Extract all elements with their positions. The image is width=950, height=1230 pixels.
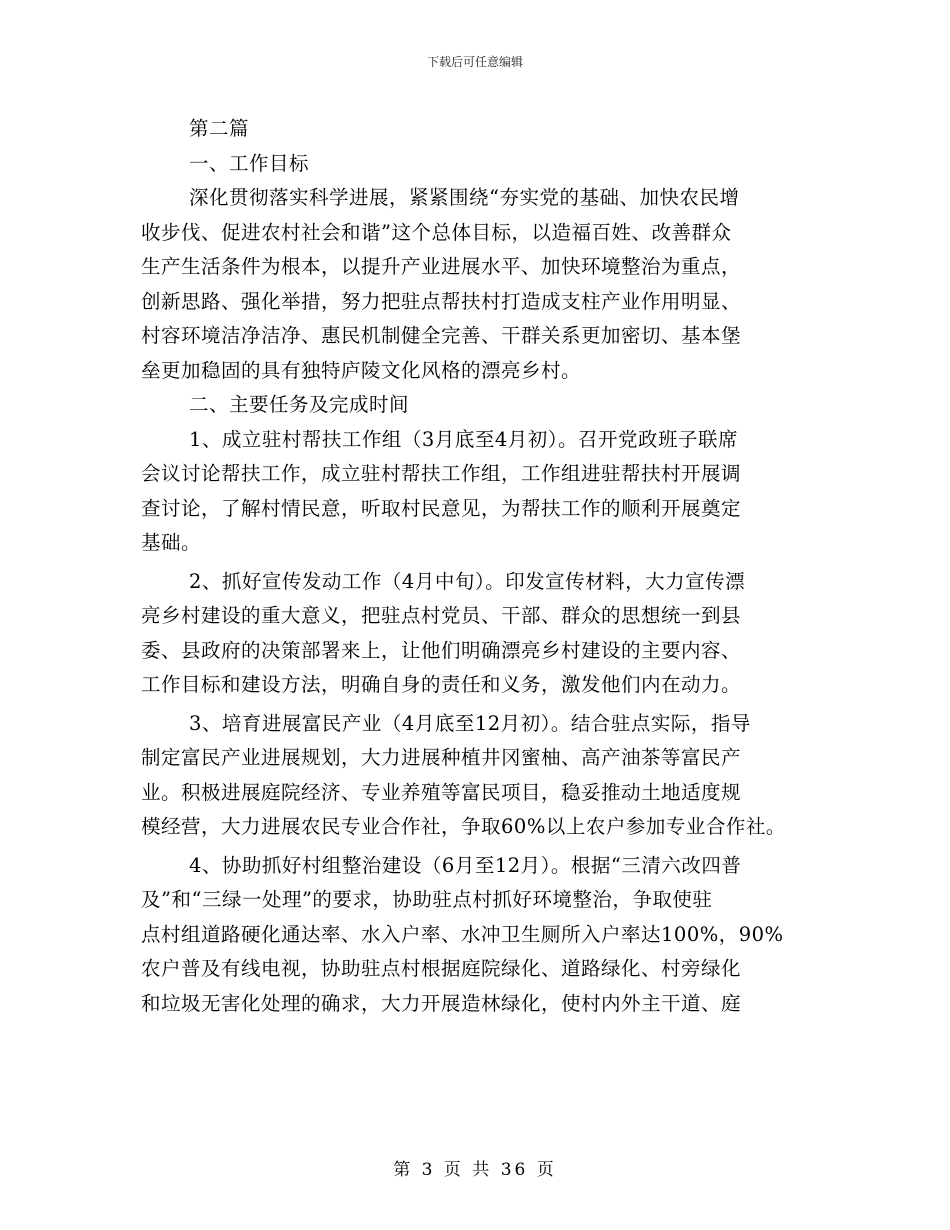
paragraph-line: 基础。 — [141, 531, 202, 554]
paragraph-line: 农户普及有线电视，协助驻点村根据庭院绿化、道路绿化、村旁绿化 — [141, 957, 742, 980]
paragraph-line: 和垃圾无害化处理的确求，大力开展造林绿化，使村内外主干道、庭 — [141, 991, 742, 1015]
paragraph-line: 深化贯彻落实科学进展，紧紧围绕“夯实党的基础、加快农民增 — [189, 186, 740, 209]
paragraph-line: 收步伐、促进农村社会和谐”这个总体目标，以造福百姓、改善群众 — [141, 220, 732, 244]
paragraph-line: 亮乡村建设的重大意义，把驻点村党员、干部、群众的思想统一到县 — [141, 604, 742, 627]
paragraph-line: 创新思路、强化举措，努力把驻点帮扶村打造成支柱产业作用明显、 — [141, 289, 742, 313]
paragraph-line: 会议讨论帮扶工作，成立驻村帮扶工作组，工作组进驻帮扶村开展调 — [141, 462, 742, 485]
paragraph-line: 模经营，大力进展农民专业合作社，争取60%以上农户参加专业合作社。 — [141, 815, 786, 838]
paragraph-line: 业。积极进展庭院经济、专业养殖等富民项目，稳妥推动土地适度规 — [141, 780, 742, 804]
paragraph-line: 及”和“三绿一处理”的要求，协助驻点村抓好环境整治，争取使驻 — [141, 888, 713, 911]
paragraph-line: 工作目标和建设方法，明确自身的责任和义务，激发他们内在动力。 — [141, 673, 742, 696]
paragraph-line: 委、县政府的决策部署来上，让他们明确漂亮乡村建设的主要内容、 — [141, 638, 742, 662]
paragraph-line: 1、成立驻村帮扶工作组（3月底至4月初）。召开党政班子联席 — [189, 427, 738, 451]
paragraph-line: 垒更加稳固的具有独特庐陵文化风格的漂亮乡村。 — [141, 358, 582, 382]
page-header: 下载后可任意编辑 — [426, 55, 523, 69]
paragraph-line: 查讨论，了解村情民意，听取村民意见，为帮扶工作的顺利开展奠定 — [141, 496, 742, 520]
page-number: 第 3 页 共 36 页 — [393, 1160, 557, 1180]
paragraph-line: 村容环境洁净洁净、惠民机制健全完善、干群关系更加密切、基本堡 — [141, 324, 742, 347]
section-title: 第二篇 — [189, 117, 250, 140]
document-body — [141, 112, 809, 1021]
paragraph-line: 生产生活条件为根本，以提升产业进展水平、加快环境整治为重点， — [141, 255, 742, 278]
paragraph-line: 3、培育进展富民产业（4月底至12月初）。结合驻点实际，指导 — [189, 711, 751, 735]
heading-main-tasks: 二、主要任务及完成时间 — [189, 393, 410, 416]
paragraph-line: 点村组道路硬化通达率、水入户率、水冲卫生厕所入户率达100%，90% — [141, 922, 784, 946]
paragraph-line: 2、抓好宣传发动工作（4月中旬）。印发宣传材料，大力宣传漂 — [189, 569, 746, 593]
paragraph-line: 4、协助抓好村组整治建设（6月至12月）。根据“三清六改四普 — [189, 853, 742, 877]
heading-work-goals: 一、工作目标 — [189, 151, 310, 175]
paragraph-line: 制定富民产业进展规划，大力进展种植井冈蜜柚、高产油茶等富民产 — [141, 746, 742, 769]
